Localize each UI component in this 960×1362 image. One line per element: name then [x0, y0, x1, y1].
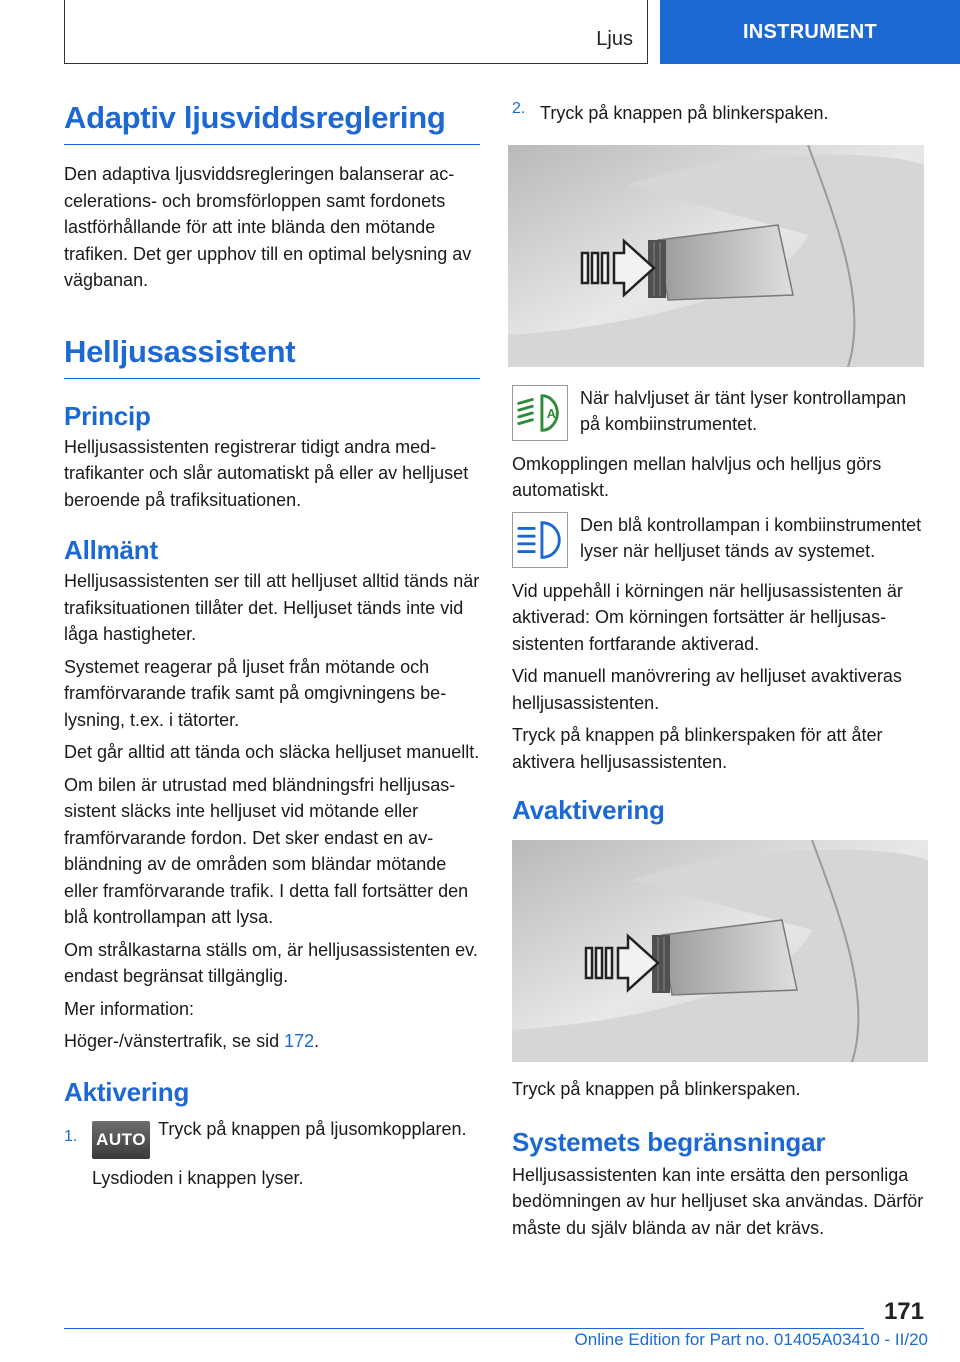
- turn-signal-lever-photo-2: [512, 840, 928, 1062]
- paragraph-allmant-3: Det går alltid att tända och släcka helljuset manuellt.: [64, 742, 480, 762]
- reference-end: .: [314, 1031, 320, 1051]
- chapter-tab[interactable]: INSTRUMENT: [660, 0, 960, 64]
- indicator-row-low-beam: [512, 385, 928, 441]
- high-beam-assist-indicator-icon: [512, 512, 568, 568]
- paragraph-switch: Omkopplingen mellan halvljus och helljus görs automatiskt.: [512, 453, 882, 500]
- step-1: [64, 1116, 480, 1192]
- paragraph-adaptive: Den adaptiva ljusviddsregleringen balanserar accelerations- och bromsförloppen samt fordonets lastförhållande för att inte blända den mötande trafiken. Det ger upphov till en optimal belysning av vägbanan.: [64, 164, 472, 290]
- heading-avaktivering: Avaktivering: [512, 795, 665, 825]
- step-1-body: [92, 1116, 480, 1192]
- step-number: 2.: [512, 100, 526, 117]
- page-link-172[interactable]: 172: [284, 1031, 315, 1051]
- auto-button-icon: AUTO: [92, 1121, 150, 1159]
- step-number: 1.: [64, 1127, 78, 1145]
- paragraph-allmant-2: Systemet reagerar på ljuset från mötande och framförvarande trafik samt på omgivningens belysning, t.ex. i tätorter.: [64, 656, 447, 730]
- paragraph-reactivate: Tryck på knappen på blinkerspaken för att åter aktivera helljusassistenten.: [512, 725, 883, 772]
- step-1-result: Lysdioden i knappen lyser.: [92, 1167, 304, 1188]
- paragraph-limits: Helljusassistenten kan inte ersätta den personliga bedömningen av hur helljuset ska användas. Därför måste du själv blända av när det krävs.: [512, 1164, 924, 1238]
- step-2: [512, 100, 928, 127]
- indicator-high-beam-text: Den blå kontrollampan i kombiinstrumentet lyser när helljuset tänds av systemet.: [580, 514, 922, 561]
- right-column: [512, 100, 928, 1241]
- header-section-box: [64, 0, 648, 64]
- heading-system-limits: Systemets begränsningar: [512, 1126, 826, 1157]
- paragraph-cross-reference: [64, 1028, 480, 1055]
- step-1-text: [92, 1116, 480, 1159]
- footer-edition: Online Edition for Part no. 01405A03410 - II/20: [574, 1330, 928, 1349]
- paragraph-princip: Helljusassistenten registrerar tidigt andra medtrafikanter och slår automatiskt på eller av helljuset beroende på trafiksituationen.: [64, 436, 469, 510]
- svg-text:A: A: [546, 406, 556, 421]
- footer-rule: [64, 1328, 864, 1329]
- low-beam-indicator-icon: [512, 385, 568, 441]
- section-title: Ljus: [596, 28, 633, 50]
- paragraph-more-info: Mer information:: [64, 998, 195, 1019]
- heading-princip: Princip: [64, 400, 151, 431]
- paragraph-press-button: Tryck på knappen på blinkerspaken.: [512, 1079, 801, 1099]
- heading-high-beam-assistant: Helljusassistent: [64, 334, 480, 379]
- paragraph-allmant-4: Om bilen är utrustad med bländningsfri helljusassistent släcks inte helljuset vid mötande eller framförvarande fordon. Det sker endast en avbländning av de områden som bländar mötande eller framförvarande trafik. I detta fall fortsätter den blå kontrollampan att lysa.: [64, 774, 469, 927]
- paragraph-allmant-1: Helljusassistenten ser till att helljuset alltid tänds när trafiksituationen tillåter det. Helljuset tänds inte vid låga hastigheter.: [64, 571, 480, 644]
- heading-aktivering: Aktivering: [64, 1076, 190, 1107]
- step-2-text: Tryck på knappen på blinkerspaken.: [540, 103, 829, 123]
- step-1-instruction: Tryck på knappen på ljusomkopplaren.: [158, 1118, 467, 1139]
- page-number: 171: [883, 1298, 924, 1325]
- turn-signal-lever-photo: [508, 145, 924, 367]
- paragraph-allmant-5: Om strålkastarna ställs om, är helljusassistenten ev. endast begränsat tillgänglig.: [64, 939, 478, 986]
- paragraph-stop: Vid uppehåll i körningen när helljusassistenten är aktiverad: Om körningen fortsätter är helljusassistenten fortfarande aktiverad.: [512, 580, 903, 654]
- reference-text: Höger-/vänstertrafik, se sid: [64, 1031, 285, 1051]
- left-column: [64, 100, 480, 1191]
- heading-adaptive-headlight-range: Adaptiv ljusviddsreglering: [64, 100, 480, 145]
- indicator-low-beam-text: När halvljuset är tänt lyser kontrollampan på kombiinstrumentet.: [580, 387, 907, 434]
- paragraph-manual: Vid manuell manövrering av helljuset avaktiveras helljusassistenten.: [512, 666, 902, 713]
- indicator-row-high-beam: [512, 512, 928, 568]
- heading-allmant: Allmänt: [64, 535, 158, 565]
